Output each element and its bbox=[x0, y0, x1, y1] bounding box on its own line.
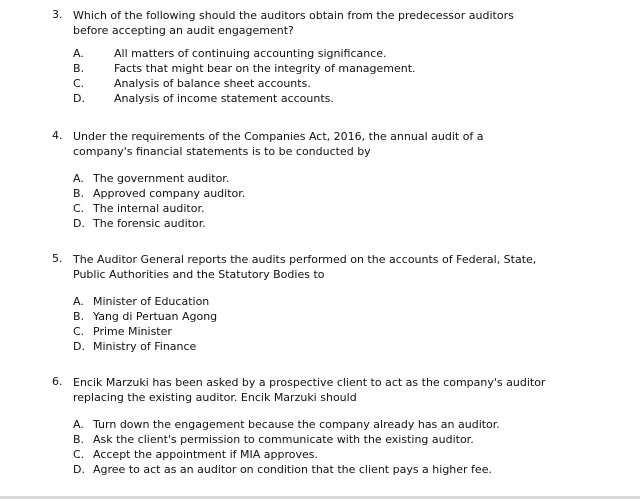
option-label: D. bbox=[73, 463, 85, 476]
option-c bbox=[73, 201, 622, 216]
option-text: Turn down the engagement because the company already has an auditor. bbox=[93, 418, 500, 431]
question-stem bbox=[73, 129, 622, 159]
option-label: A. bbox=[73, 295, 84, 308]
question-3 bbox=[52, 8, 622, 106]
options-list bbox=[73, 171, 622, 231]
option-label: A. bbox=[73, 418, 84, 431]
stem-line: replacing the existing auditor. Encik Marzuki should bbox=[73, 391, 357, 404]
option-text: Ask the client's permission to communicate with the existing auditor. bbox=[93, 433, 474, 446]
option-b bbox=[73, 309, 622, 324]
option-a bbox=[73, 417, 622, 432]
stem-line: Under the requirements of the Companies Act, 2016, the annual audit of a bbox=[73, 130, 484, 143]
option-text: Minister of Education bbox=[93, 295, 210, 308]
option-label: C. bbox=[73, 202, 85, 215]
options-list bbox=[73, 294, 622, 354]
option-text: The forensic auditor. bbox=[93, 217, 206, 230]
option-label: B. bbox=[73, 433, 85, 446]
question-number: 4. bbox=[52, 129, 63, 142]
option-text: Agree to act as an auditor on condition that the client pays a higher fee. bbox=[93, 463, 492, 476]
options-list bbox=[73, 417, 622, 477]
option-text: Accept the appointment if MIA approves. bbox=[93, 448, 318, 461]
question-number: 5. bbox=[52, 252, 63, 265]
question-4 bbox=[52, 129, 622, 231]
option-text: Prime Minister bbox=[93, 325, 172, 338]
option-a bbox=[73, 294, 622, 309]
option-a bbox=[73, 46, 622, 61]
option-label: A. bbox=[73, 47, 84, 60]
option-c bbox=[73, 324, 622, 339]
option-text: The internal auditor. bbox=[93, 202, 205, 215]
option-c bbox=[73, 447, 622, 462]
question-stem bbox=[73, 252, 622, 282]
question-stem bbox=[73, 375, 622, 405]
question-5 bbox=[52, 252, 622, 354]
option-text: All matters of continuing accounting significance. bbox=[114, 47, 387, 60]
option-text: Analysis of income statement accounts. bbox=[114, 92, 334, 105]
option-label: B. bbox=[73, 187, 85, 200]
option-text: Facts that might bear on the integrity of management. bbox=[114, 62, 416, 75]
option-d bbox=[73, 216, 622, 231]
option-label: B. bbox=[73, 62, 85, 75]
options-list bbox=[73, 46, 622, 106]
option-d bbox=[73, 339, 622, 354]
question-6 bbox=[52, 375, 622, 477]
question-number: 6. bbox=[52, 375, 63, 388]
option-label: A. bbox=[73, 172, 84, 185]
option-text: Ministry of Finance bbox=[93, 340, 197, 353]
option-label: B. bbox=[73, 310, 85, 323]
option-b bbox=[73, 61, 622, 76]
option-d bbox=[73, 91, 622, 106]
option-label: C. bbox=[73, 448, 85, 461]
stem-line: Which of the following should the auditors obtain from the predecessor auditors bbox=[73, 9, 514, 22]
option-text: Approved company auditor. bbox=[93, 187, 246, 200]
stem-line: before accepting an audit engagement? bbox=[73, 24, 294, 37]
option-label: D. bbox=[73, 340, 85, 353]
question-stem bbox=[73, 8, 622, 38]
stem-line: Encik Marzuki has been asked by a prospective client to act as the company's auditor bbox=[73, 376, 546, 389]
stem-line: company's financial statements is to be conducted by bbox=[73, 145, 371, 158]
option-b bbox=[73, 432, 622, 447]
option-text: The government auditor. bbox=[93, 172, 230, 185]
option-label: D. bbox=[73, 92, 85, 105]
question-number: 3. bbox=[52, 8, 63, 21]
option-b bbox=[73, 186, 622, 201]
option-d bbox=[73, 462, 622, 477]
stem-line: Public Authorities and the Statutory Bodies to bbox=[73, 268, 325, 281]
stem-line: The Auditor General reports the audits performed on the accounts of Federal, State, bbox=[73, 253, 537, 266]
option-text: Analysis of balance sheet accounts. bbox=[114, 77, 311, 90]
option-text: Yang di Pertuan Agong bbox=[93, 310, 218, 323]
option-label: C. bbox=[73, 325, 85, 338]
option-c bbox=[73, 76, 622, 91]
option-a bbox=[73, 171, 622, 186]
option-label: D. bbox=[73, 217, 85, 230]
option-label: C. bbox=[73, 77, 85, 90]
